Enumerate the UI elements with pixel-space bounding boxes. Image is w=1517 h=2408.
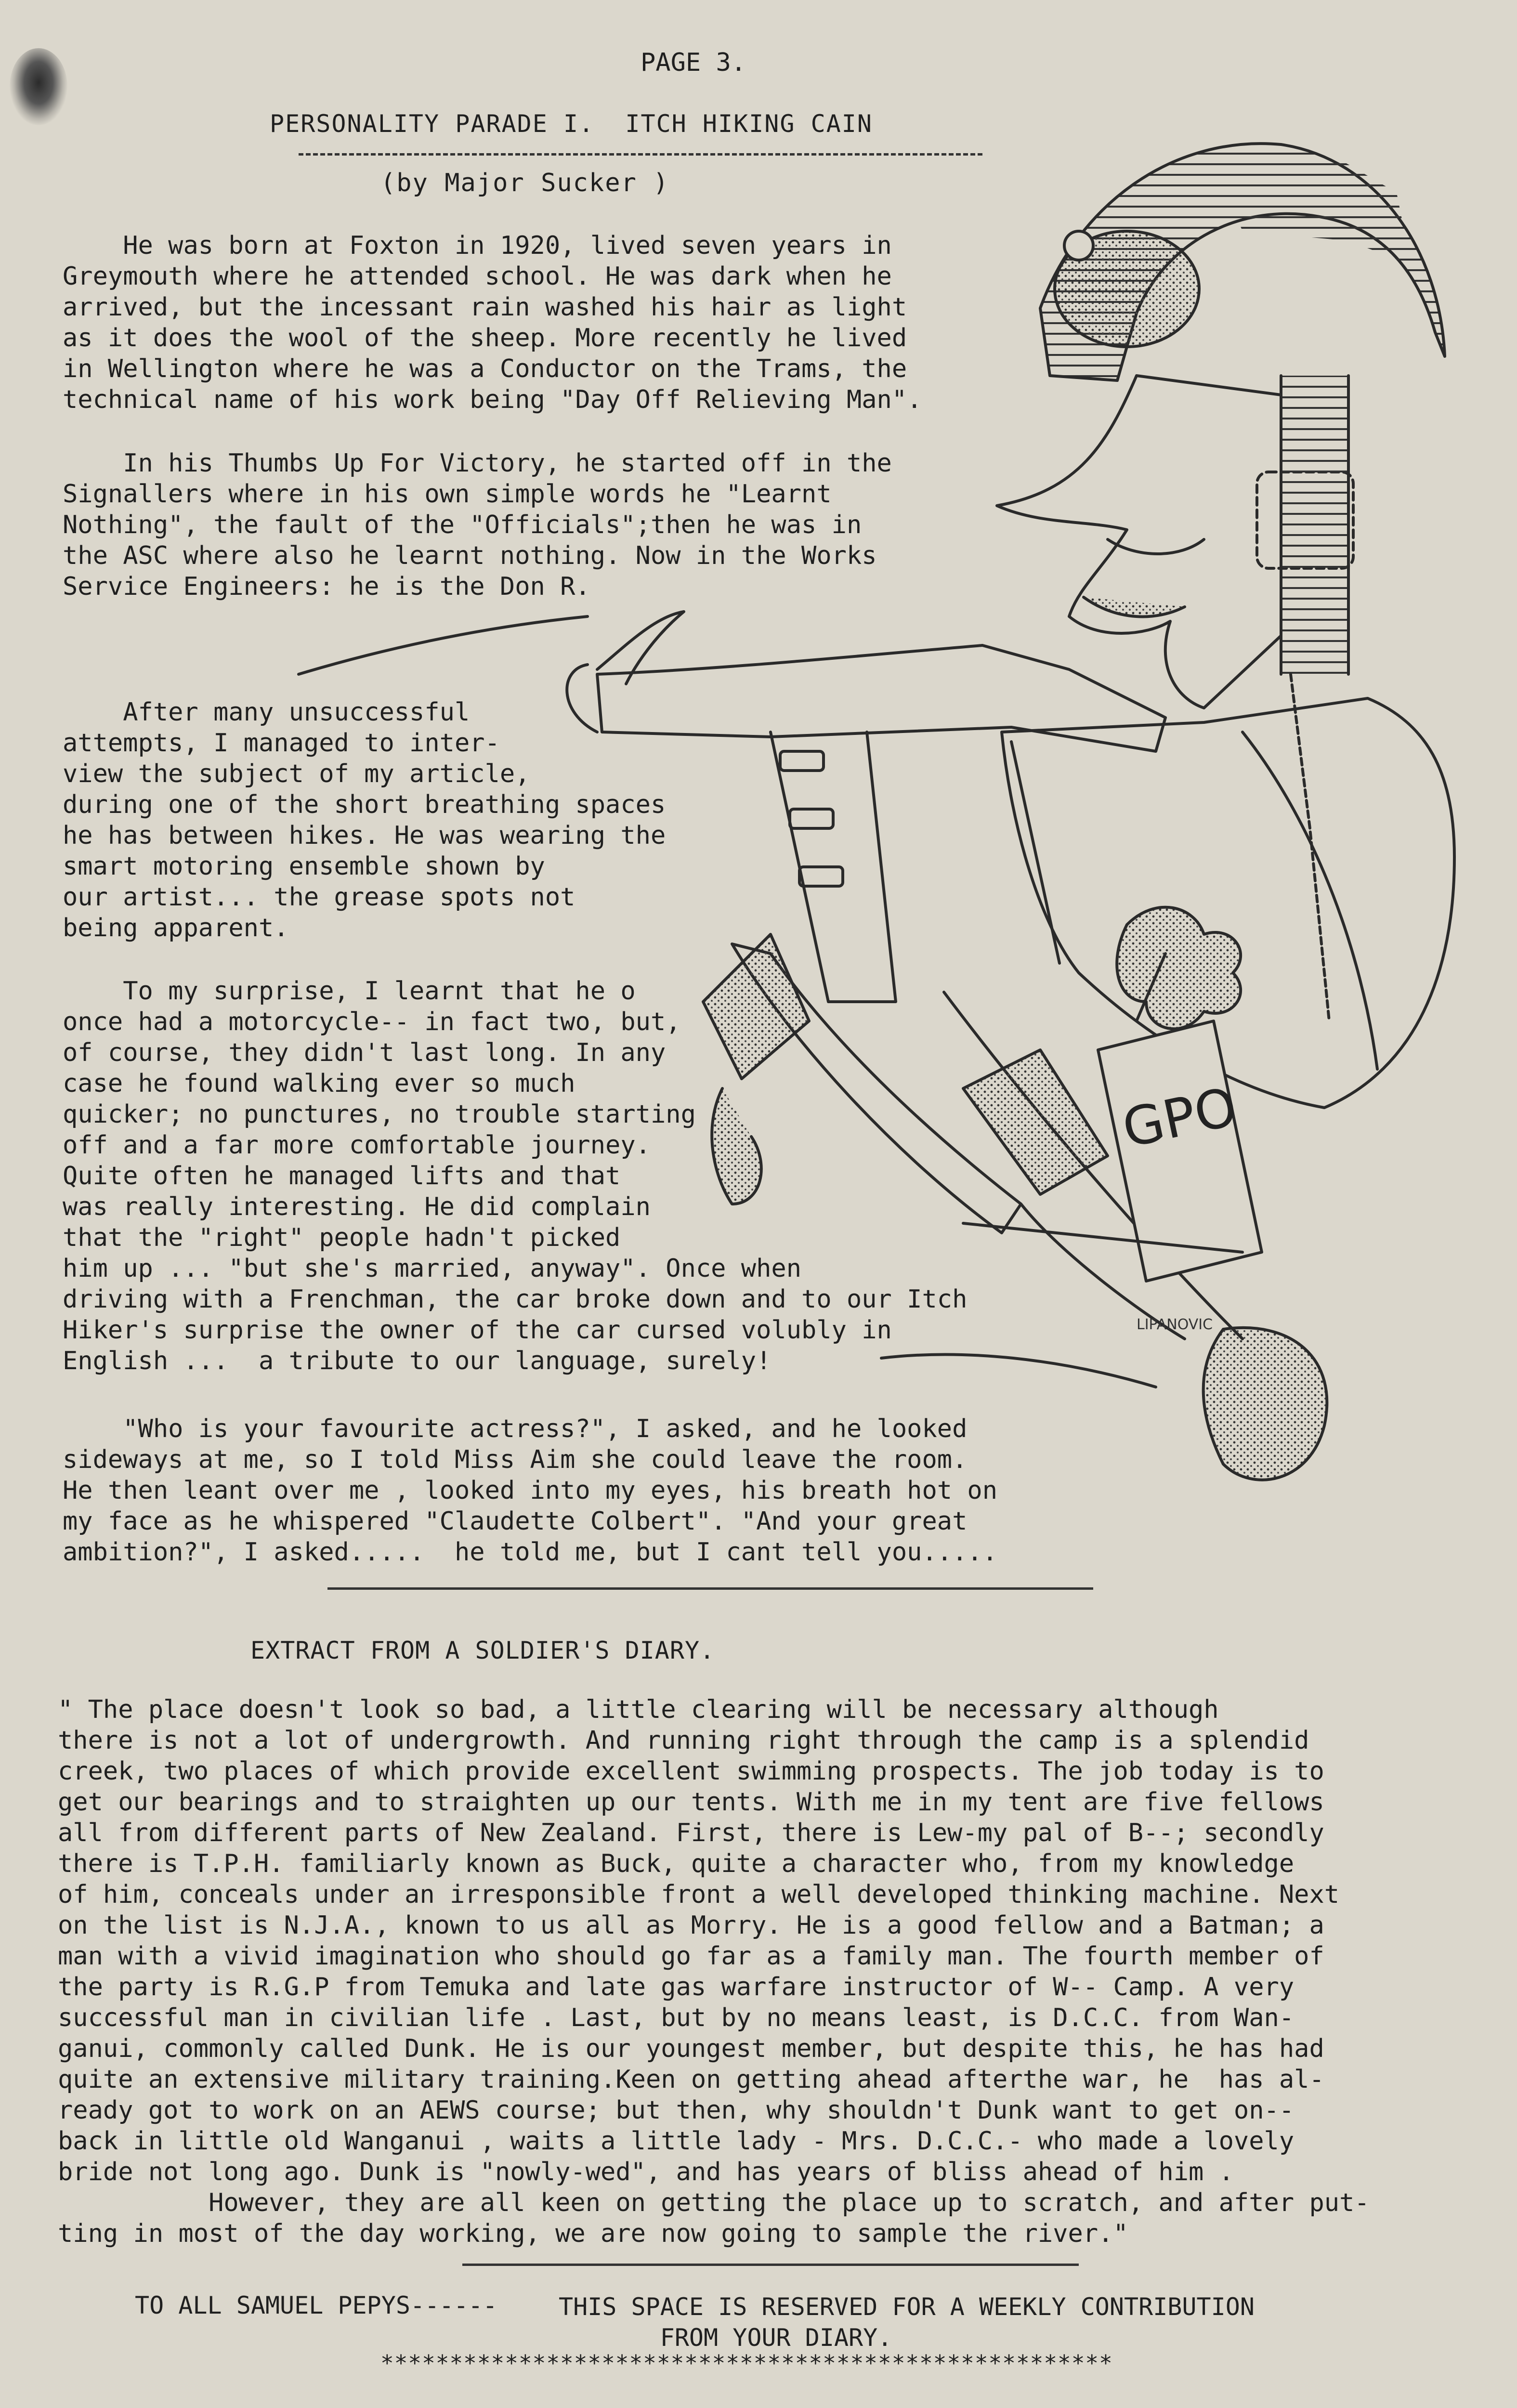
section-title: EXTRACT FROM A SOLDIER'S DIARY. [250, 1636, 715, 1664]
caricature-illustration [289, 106, 1464, 1503]
paragraph-interview: After many unsuccessful attempts, I managed to inter- view the subject of my article, during one of the short breathing spaces he has between hikes. He was wearing the smart motoring ensemble shown by our artist... the grease spots not being apparent. [63, 698, 666, 942]
paragraph-birth: He was born at Foxton in 1920, lived seven years in Greymouth where he attended school. He was dark when he arrived, but the incessant rain washed his hair as light as it does the wool of the sheep. More recently he lived in Wellington where he was a Conductor on the Trams, the technical name of his work being "Day Off Relieving Man". [63, 231, 922, 414]
footer-left: TO ALL SAMUEL PEPYS------ [135, 2291, 497, 2319]
paragraph-motorcycle: To my surprise, I learnt that he o once had a motorcycle-- in fact two, but, of course, they didn't last long. In any case he found walking ever so much quicker; no punctures, no trouble starting off and a far more comfortable journey. Quite often he managed lifts and that was really interesting. He did complain that the "right" people hadn't picked him up ... "but she's married, anyway". Once when driving with a Frenchman, the car broke down and to our Itch Hiker's surprise the owner of the car cursed volubly in English ... a tribute to our language, surely! [63, 977, 968, 1375]
gpo-tag-text: GPO [1117, 1075, 1242, 1160]
face [997, 376, 1281, 708]
paragraph-military: In his Thumbs Up For Victory, he started off in the Signallers where in his own simple words he "Learnt Nothing", the fault of the "Officials";then he was in the ASC where also he learnt nothing. Now in the Works Service Engineers: he is the Don R. [63, 449, 892, 601]
paragraph-actress: "Who is your favourite actress?", I asked, and he looked sideways at me, so I told Miss Aim she could leave the room. He then leant over me , looked into my eyes, his breath hot on my face as he whispered "Claudette Colbert". "And your great ambition?", I asked..... he told me, but I cant tell you..... [63, 1414, 998, 1567]
footer-stars: ***************************************************** [380, 2350, 1113, 2376]
gpo-tag [1098, 1021, 1262, 1281]
jacket [1002, 698, 1454, 1108]
footer-rule [462, 2264, 1079, 2266]
article-title: PERSONALITY PARADE I. ITCH HIKING CAIN [270, 110, 873, 138]
glove [1117, 907, 1241, 1029]
page-number: PAGE 3. [641, 48, 746, 77]
section-divider [327, 1587, 1093, 1590]
article-byline: (by Major Sucker ) [380, 169, 669, 197]
artist-signature: LIPANOVIC [1137, 1316, 1213, 1333]
diary-extract: " The place doesn't look so bad, a little clearing will be necessary although there is not a lot of undergrowth. And running right through the camp is a splendid creek, two places of which provide excellent swimming prospects. The job today is to get our bearings and to straighten up our tents. With me in my tent are five fellows all from different parts of New Zealand. First, there is Lew-my pal of B--; secondly there is T.P.H. familiarly known as Buck, quite a character who, from my knowledge of him, conceals under an irresponsible front a well developed thinking machine. Next on the list is N.J.A., known to us all as Morry. He is a good fellow and a Batman; a man with a vivid imagination who should go far as a family man. The fourth member of the party is R.G.P from Temuka and late gas warfare instructor of W-- Camp. A very successful man in civilian life . Last, but by no means least, is D.C.C. from Wan- ganui, commonly called Dunk. He is our youngest member, but despite this, he has had quite an extensive military training.Keen on getting ahead afterthe war, he has al- ready got to work on an AEWS course; but then, why shouldn't Dunk want to get on-- back in little old Wanganui , waits a little lady - Mrs. D.C.C.- who made a lovely bride not long ago. Dunk is "nowly-wed", and has years of bliss ahead of him . However, they are all keen on getting the place up to scratch, and after put- ting in most of the day working, we are now going to sample the river." [58, 1695, 1370, 2248]
ink-blot [10, 48, 67, 125]
pointing-arm [597, 645, 1165, 751]
footer-right: THIS SPACE IS RESERVED FOR A WEEKLY CONTRIBUTION FROM YOUR DIARY. [559, 2293, 1255, 2352]
boot [1203, 1328, 1327, 1480]
